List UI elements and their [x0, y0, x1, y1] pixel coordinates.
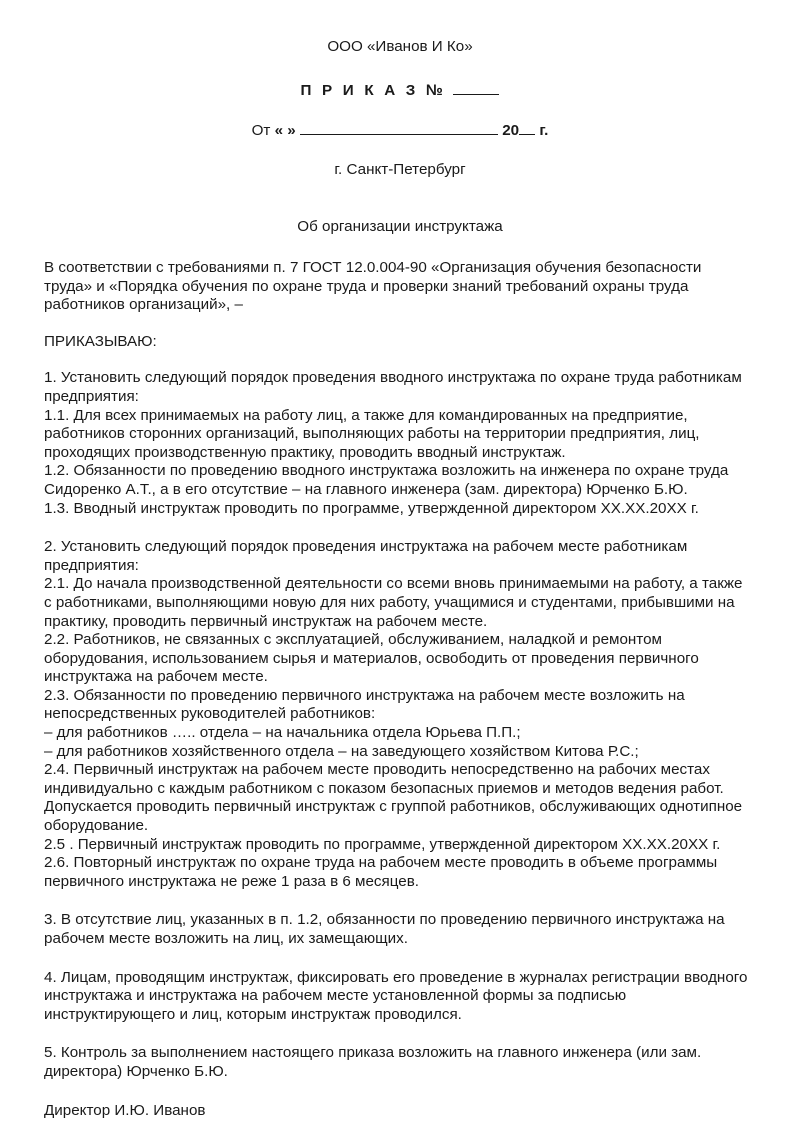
section-line: 1.1. Для всех принимаемых на работу лиц, а также для командированных на предприятие,	[44, 406, 688, 424]
preamble-line: В соответствии с требованиями п. 7 ГОСТ 12.0.004-90 «Организация обучения безопасности	[44, 259, 702, 276]
section-line: индивидуально с каждым работником с показом безопасных приемов и методов ведения работ.	[44, 779, 724, 797]
city: г. Санкт-Петербург	[334, 161, 466, 178]
section-line: 3. В отсутствие лиц, указанных в п. 1.2, обязанности по проведению первичного инструктажа на	[44, 911, 725, 929]
section-line: предприятия:	[44, 556, 139, 574]
preamble	[44, 259, 784, 315]
section-line: работников сторонних организаций, выполняющих работы на территории предприятия, лиц,	[44, 425, 700, 443]
section-line: оборудования, использованием сырья и материалов, освободить от проведения первичного	[44, 649, 699, 667]
section-line: 5. Контроль за выполнением настоящего приказа возложить на главного инженера (или зам.	[44, 1044, 702, 1062]
section-line: директора) Юрченко Б.Ю.	[44, 1062, 228, 1080]
section-line: 2. Установить следующий порядок проведения инструктажа на рабочем месте работникам	[44, 538, 688, 556]
section-line: рабочем месте возложить на лиц, их замещающих.	[44, 930, 408, 947]
organization-name: ООО «Иванов И Ко»	[327, 38, 473, 55]
section-line: 4. Лицам, проводящим инструктаж, фиксировать его проведение в журналах регистрации вводного	[44, 968, 748, 986]
section-line: 2.1. До начала производственной деятельности со всеми вновь принимаемыми на работу, а также	[44, 575, 743, 593]
section-line: практику, проводить первичный инструктаж на рабочем месте.	[44, 612, 488, 630]
order-title	[0, 80, 800, 101]
section-line: инструктажа на рабочем месте.	[44, 668, 268, 686]
preamble-line: работников организаций», –	[44, 296, 243, 314]
section-line: оборудование.	[44, 817, 149, 835]
section-3	[44, 911, 784, 948]
section-1	[44, 369, 784, 518]
section-line: 2.2. Работников, не связанных с эксплуатацией, обслуживанием, наладкой и ремонтом	[44, 631, 662, 649]
section-line: 2.4. Первичный инструктаж на рабочем месте проводить непосредственно на рабочих местах	[44, 761, 710, 779]
order-body	[44, 259, 784, 1120]
date-prefix: От	[251, 122, 271, 139]
section-line: проходящих производственную практику, проводить вводный инструктаж.	[44, 443, 566, 461]
date-suffix: г.	[539, 122, 549, 139]
section-line: предприятия:	[44, 387, 139, 405]
order-word: ПРИКАЗЫВАЮ:	[44, 332, 157, 350]
section-line: непосредственных руководителей работников:	[44, 705, 376, 723]
section-line: 2.3. Обязанности по проведению первичного инструктажа на рабочем месте возложить на	[44, 686, 685, 704]
section-line: 1.2. Обязанности по проведению вводного инструктажа возложить на инженера по охране труда	[44, 462, 729, 480]
section-line: Допускается проводить первичный инструктаж с группой работников, обслуживающих однотипное	[44, 798, 743, 816]
date-day-quotes: « »	[274, 122, 296, 139]
section-line: 2.6. Повторный инструктаж по охране труда на рабочем месте проводить в объеме программы	[44, 854, 718, 872]
section-line: Сидоренко А.Т., а в его отсутствие – на главного инженера (зам. директора) Юрченко Б.Ю.	[44, 480, 688, 498]
date-month-blank	[300, 120, 498, 135]
date-year: 20	[502, 122, 520, 139]
order-number-blank	[453, 80, 499, 95]
date-year-blank	[519, 120, 535, 135]
section-line: 1.3. Вводный инструктаж проводить по программе, утвержденной директором ХХ.ХХ.20ХХ г.	[44, 499, 699, 517]
section-2	[44, 538, 784, 891]
section-line: первичного инструктажа не реже 1 раза в 6 месяцев.	[44, 872, 419, 890]
order-title-text: П Р И К А З №	[300, 82, 447, 99]
section-line: – для работников ….. отдела – на начальника отдела Юрьева П.П.;	[44, 724, 521, 742]
order-date-line	[0, 120, 800, 141]
section-5	[44, 1044, 784, 1081]
section-4	[44, 969, 784, 1025]
order-subject: Об организации инструктажа	[297, 218, 503, 235]
section-line: – для работников хозяйственного отдела – на заведующего хозяйством Китова Р.С.;	[44, 742, 639, 760]
section-line: 2.5 . Первичный инструктаж проводить по программе, утвержденной директором ХХ.ХХ.20ХХ г.	[44, 835, 721, 853]
section-line: инструктирующего и лиц, которым инструктаж проводился.	[44, 1005, 462, 1023]
director-signature: Директор И.Ю. Иванов	[44, 1101, 206, 1119]
section-line: инструктажа и инструктажа на рабочем месте установленной формы за подписью	[44, 987, 627, 1005]
section-line: с работниками, выполняющими новую для них работу, учащимися и студентами, прибывшими на	[44, 593, 735, 611]
section-line: 1. Установить следующий порядок проведения вводного инструктажа по охране труда работникам	[44, 369, 742, 387]
preamble-line: труда» и «Порядка обучения по охране труда и проверки знаний требований охраны труда	[44, 277, 689, 295]
